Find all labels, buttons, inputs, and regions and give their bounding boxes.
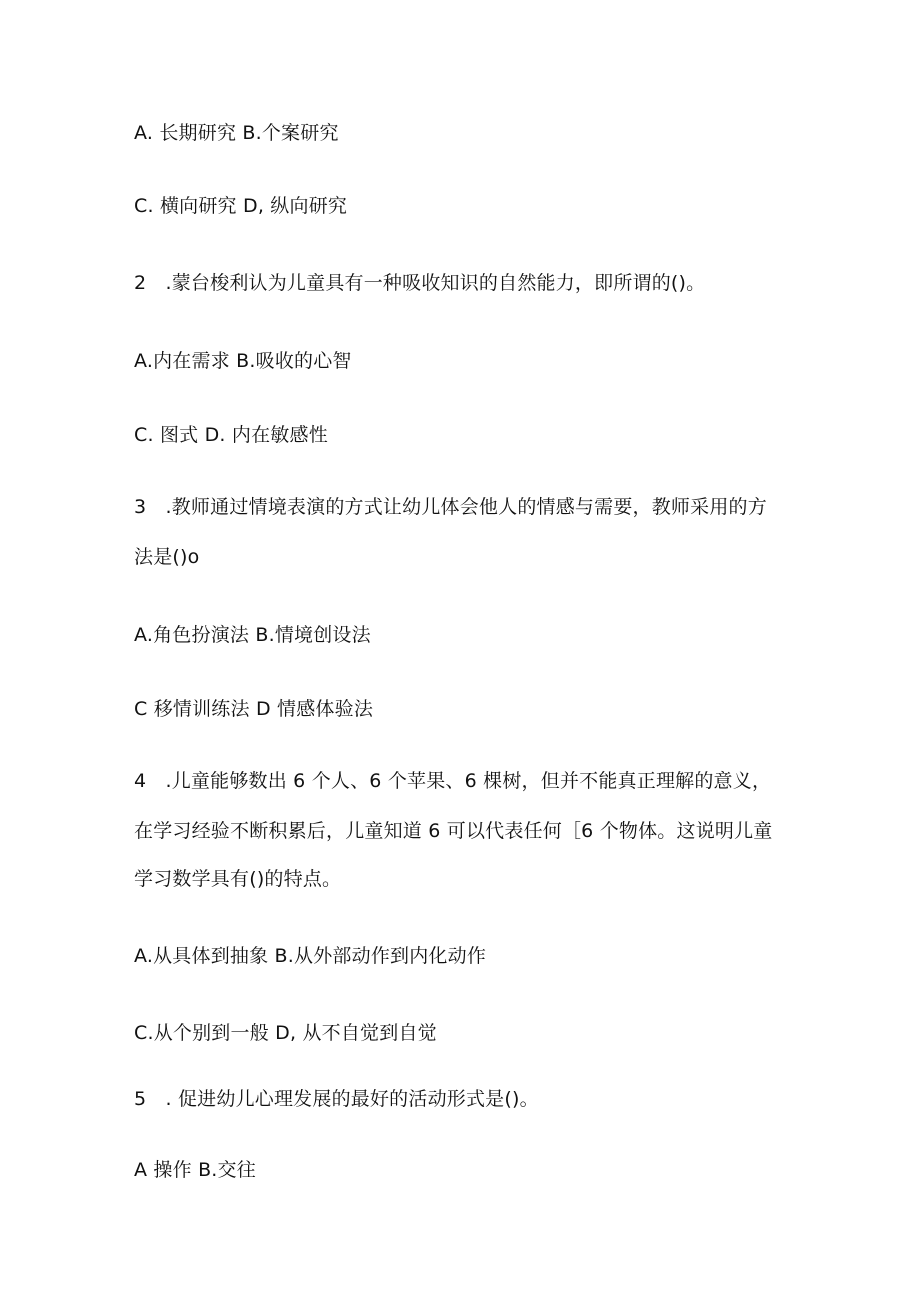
q3-options-cd: C 移情训练法 D 情感体验法 — [134, 698, 374, 720]
q4-question-line1: 4 .儿童能够数出 6 个人、6 个苹果、6 棵树，但并不能真正理解的意义， — [134, 770, 772, 792]
q5-options-ab: A 操作 B.交往 — [134, 1159, 256, 1181]
q4-options-cd: C.从个别到一般 D, 从不自觉到自觉 — [134, 1022, 437, 1044]
q4-question-line3: 学习数学具有()的特点。 — [134, 868, 342, 890]
q2-options-cd: C. 图式 D. 内在敏感性 — [134, 424, 328, 446]
q3-question-line1: 3 .教师通过情境表演的方式让幼儿体会他人的情感与需要，教师采用的方 — [134, 496, 767, 518]
q5-question: 5 . 促进幼儿心理发展的最好的活动形式是()。 — [134, 1088, 539, 1110]
q4-options-ab: A.从具体到抽象 B.从外部动作到内化动作 — [134, 945, 487, 967]
q2-options-ab: A.内在需求 B.吸收的心智 — [134, 350, 352, 372]
q2-question: 2 .蒙台梭利认为儿童具有一种吸收知识的自然能力，即所谓的()。 — [134, 272, 706, 294]
q1-options-ab: A. 长期研究 B.个案研究 — [134, 122, 339, 144]
q4-question-line2: 在学习经验不断积累后，儿童知道 6 可以代表任何［6 个物体。这说明儿童 — [134, 820, 773, 842]
q1-options-cd: C. 横向研究 D, 纵向研究 — [134, 195, 348, 217]
q3-question-line2: 法是()o — [134, 546, 200, 568]
q3-options-ab: A.角色扮演法 B.情境创设法 — [134, 624, 371, 646]
